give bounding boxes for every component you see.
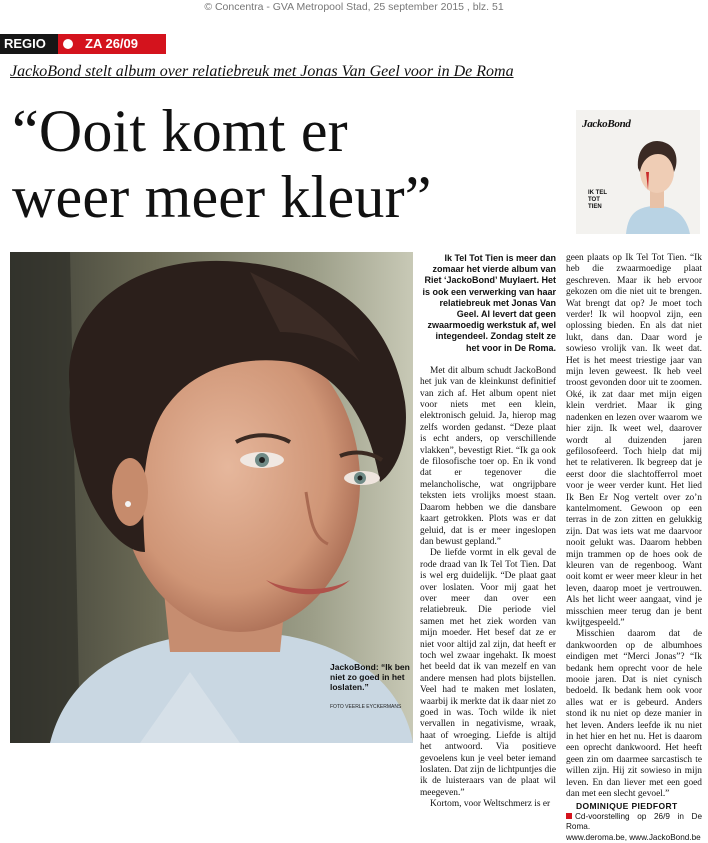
article-paragraph: De liefde vormt in elk geval de rode draad van Ik Tel Tot Tien. Dat is wel erg duidelijk. “De plaat gaat over loslaten. Voor mij gaat het over meer dan over een relatiebreuk. Die periode viel samen met het ziek worden van mijn moeder. Het besef dat ze er niet voor altijd zal zijn, dat heeft er toch wel zwaar ingehakt. Ik moest het beeld dat ik van mezelf en van andere mensen had plots bijstellen. Veel had te maken met loslaten, waarbij ik merkte dat ik daar niet zo goed in was. Toch wilde ik niet vervallen in negativisme, wraak, haat of wroeging. Liefde is altijd het antwoord. Via positieve gevoelens kun je veel beter iemand loslaten. Dat zijn de lichtpuntjes die ik de luisteraars van de plaat wil meegeven.” (420, 548, 556, 798)
headline-line-2: weer meer kleur” (12, 164, 432, 230)
album-cover (576, 110, 700, 234)
info-square-icon (566, 813, 572, 819)
source-line: © Concentra - GVA Metropool Stad, 25 september 2015 , blz. 51 (204, 1, 504, 13)
headline-line-1: “Ooit komt er (12, 98, 348, 164)
article-column-1 (420, 253, 556, 811)
article-paragraph: Met dit album schudt JackoBond het juk van de kleinkunst definitief van zich af. Het album opent niet voor niets met een klein, elektronisch geluid. Ja, hierop mag zelfs worden gedanst. “Deze plaat is echt anders, op verschillende vlakken”, bevestigt Riet. “Ik ga ook de filosofische toer op. En ik vond dat er tegenover die melancholische, wat ongrijpbare teksten iets vrolijks moest staan. Daarom hebben we die dansbare kaart getrokken. Plots was er dat geluid, dat is er meer ingeslopen dan bewust gepland.” (420, 365, 556, 547)
article-paragraph: geen plaats op Ik Tel Tot Tien. “Ik heb die zwaarmoedige plaat geschreven. Maar ik heb ervoor gekozen om die niet uit te brengen. Wat brengt dat op? Je moet toch verder! Ik wil hoopvol zijn, een oplossing bieden. En als dat niet lukt, dans dan. Daar word je sowieso vrolijk van. Ik weet dat. Het is het meest triestige jaar van mijn leven geweest. Ik heb veel troost gevonden door uit te zoomen. Oké, ik zat daar met mijn eigen klein verdriet. Maar ik ging nadenken en lezen over waarom we hier zijn. Ik weet wel, daarover wordt al duizenden jaren gefilosofeerd. Toch hielp dat mij het te relativeren. Ik begreep dat je eerst door die slachtofferrol moet voor je weer verder kunt. Het lied Ik Ben Er Nog vertelt over zo’n kantelmoment. Gewoon op een terras in de zon zitten en gelukkig zijn. Dat was iets wat me daarvoor nooit gelukt was. Daarom hebben mijn trammen op de hoes ook de kleuren van de regenboog. Want ooit komt er weer meer kleur in het leven, daarop moet je vertrouwen. Als het licht weer aangaat, vind je misschien meer terug dan je bent kwijtgespeeld.” (566, 253, 702, 628)
date-label: ZA 26/09 (58, 34, 166, 54)
event-info-line-1: Cd-voorstelling op 26/9 in De Roma. (566, 811, 702, 832)
photo-caption: JackoBond: “Ik ben niet zo goed in het loslaten.” (330, 662, 410, 692)
article-paragraph: Misschien daarom dat de dankwoorden op de albumhoes eindigen met “Merci Jonas”? “Ik bedank hem oprecht voor de hele mooie jaren. Dat is niet cynisch bedoeld. Ik bedank hem ook voor alles wat er is gebeurd. Anders stond ik nu niet op deze manier in het leven. Anders leefde ik nu niet in het hier en het nu. Het is daarom een oprecht dankwoord. Het heeft geen zin om daarmee sarcastisch te willen zijn. Hij zit sowieso in mijn leven. En dan liever met een goed dan met een slecht gevoel.” (566, 629, 702, 800)
photo-credit: FOTO VEERLE EYCKERMANS (330, 704, 402, 710)
event-info-line-2: www.deroma.be, www.JackoBond.be (566, 832, 701, 842)
article-paragraph: Kortom, voor Weltschmerz is er (430, 799, 551, 810)
article-author: DOMINIQUE PIEDFORT (576, 800, 678, 811)
article-lead: Ik Tel Tot Tien is meer dan zomaar het vierde album van Riet ‘JackoBond’ Muylaert. Het is ook een verwerking van haar relatiebreuk met Jonas Van Geel. Al levert dat geen zwaarmoedig werkstuk af, wel integendeel. Zondag stelt ze het voor in De Roma. (422, 253, 556, 353)
event-info (566, 812, 702, 843)
section-label: REGIO (0, 34, 58, 54)
kicker: JackoBond stelt album over relatiebreuk met Jonas Van Geel voor in De Roma (10, 63, 514, 80)
article-column-2 (566, 253, 702, 843)
section-ribbon (0, 34, 166, 54)
headline (12, 98, 572, 230)
album-title: IK TEL TOT TIEN (588, 190, 607, 210)
album-artist-logo: JackoBond (582, 118, 631, 130)
bullet-icon (63, 39, 73, 49)
